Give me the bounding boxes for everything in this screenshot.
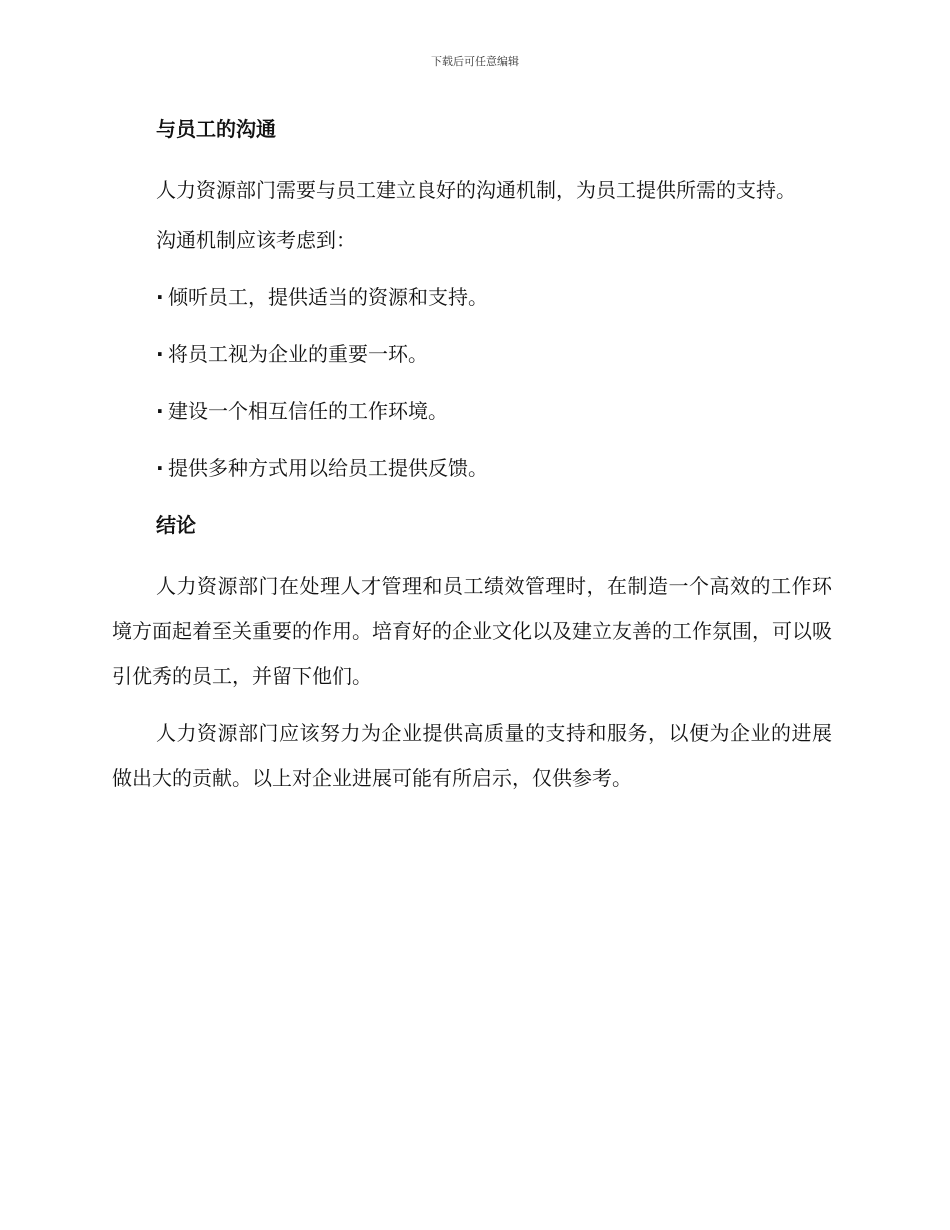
list-item-text: 倾听员工，提供适当的资源和支持。 [168, 285, 488, 309]
bullet-marker: · [156, 456, 164, 480]
section-heading-communication: 与员工的沟通 [156, 117, 276, 141]
list-item-text: 提供多种方式用以给员工提供反馈。 [168, 456, 488, 480]
list-item-text: 将员工视为企业的重要一环。 [168, 342, 428, 366]
list-item [112, 280, 832, 314]
list-item [112, 451, 832, 485]
bullet-list [112, 280, 832, 485]
section-heading-conclusion: 结论 [156, 513, 196, 537]
document-body [112, 112, 832, 813]
list-item-text: 建设一个相互信任的工作环境。 [168, 399, 448, 423]
bullet-marker: · [156, 399, 164, 423]
conclusion-paragraph: 人力资源部门应该努力为企业提供高质量的支持和服务，以便为企业的进展做出大的贡献。以上对企业进展可能有所启示，仅供参考。 [112, 721, 832, 790]
conclusion-paragraph: 人力资源部门在处理人才管理和员工绩效管理时，在制造一个高效的工作环境方面起着至关重要的作用。培育好的企业文化以及建立友善的工作氛围，可以吸引优秀的员工，并留下他们。 [112, 574, 832, 688]
list-item [112, 337, 832, 371]
bullet-marker: · [156, 342, 164, 366]
bullet-marker: · [156, 285, 164, 309]
lead-sentence: 沟通机制应该考虑到： [156, 228, 356, 252]
page-header: 下载后可任意编辑 [431, 55, 519, 68]
list-item [112, 394, 832, 428]
intro-paragraph: 人力资源部门需要与员工建立良好的沟通机制，为员工提供所需的支持。 [156, 178, 796, 202]
